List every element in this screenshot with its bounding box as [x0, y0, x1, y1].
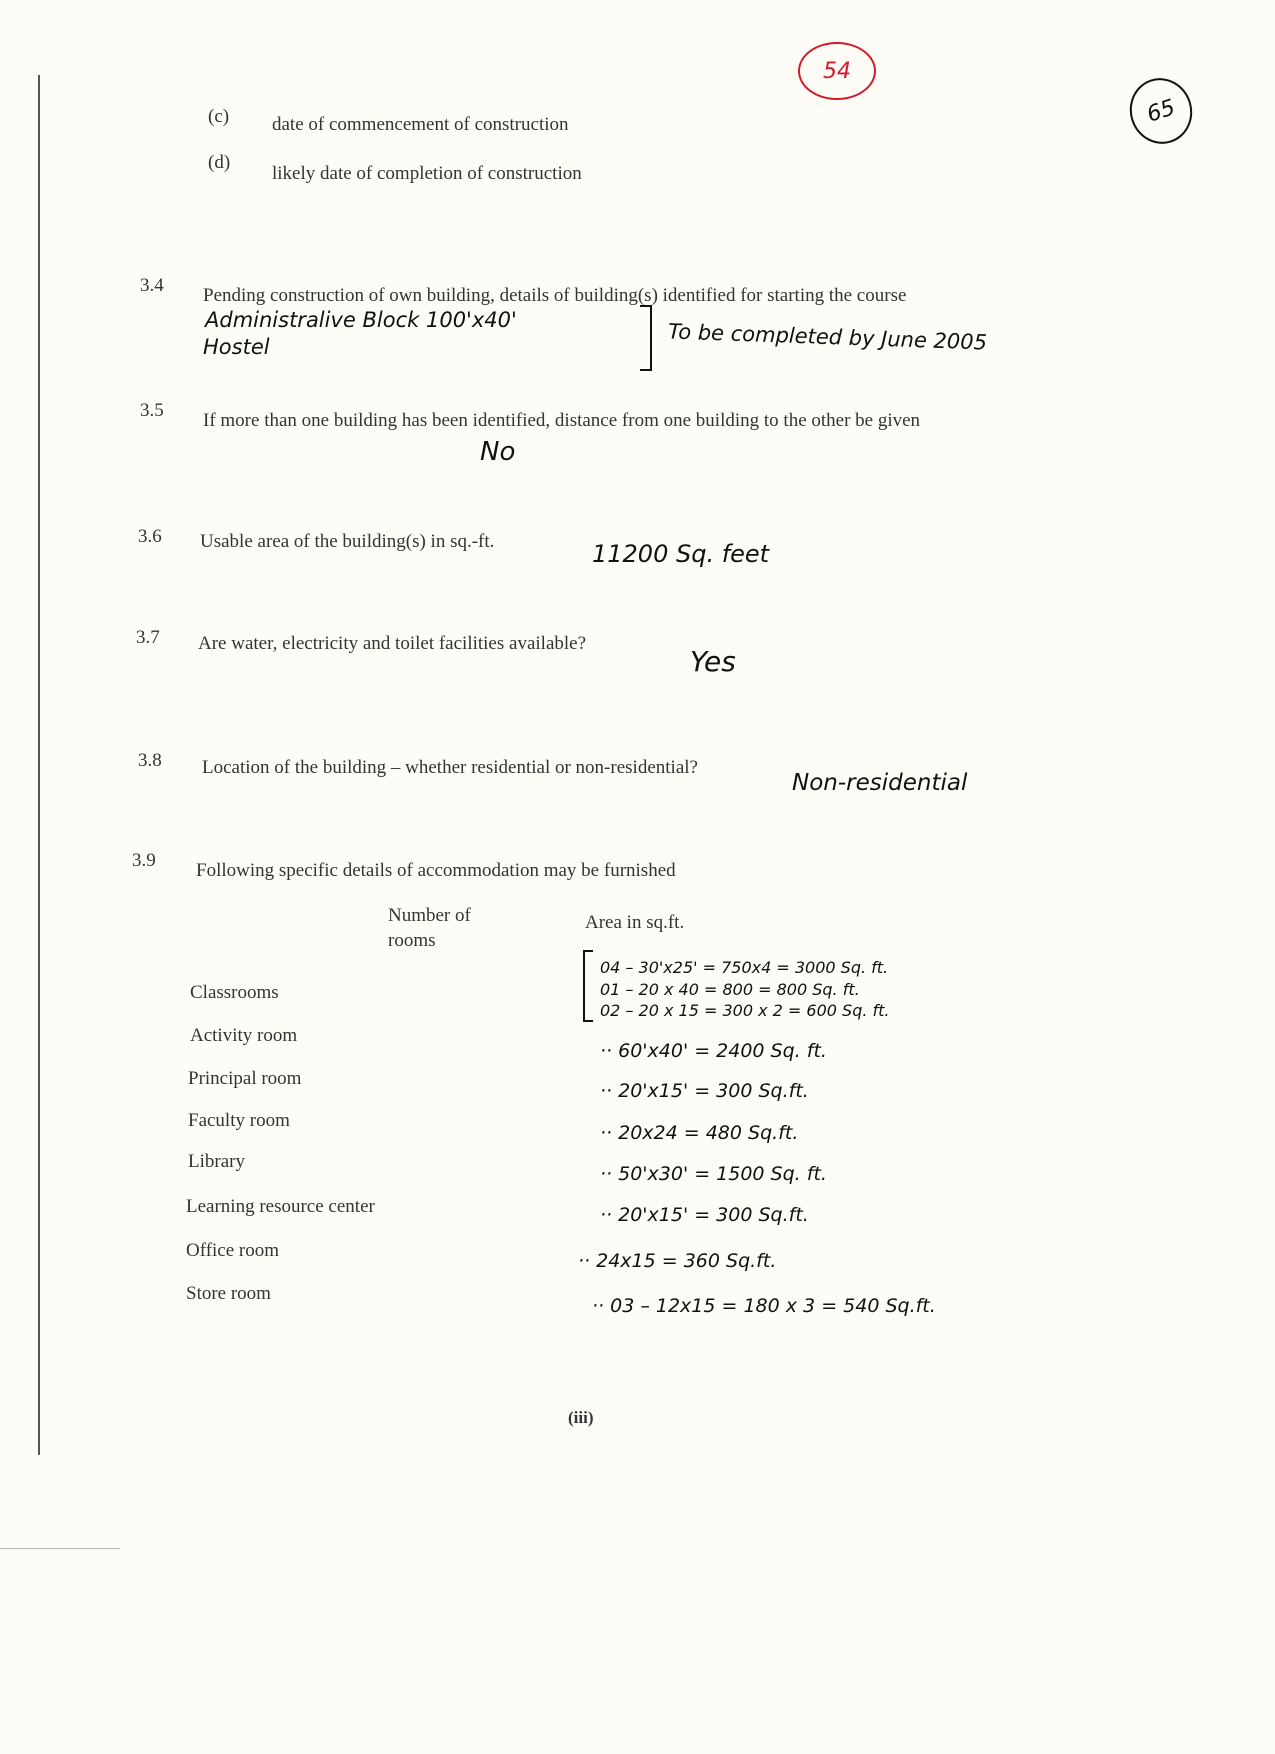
lower-rule [0, 1548, 120, 1549]
q37-question: Are water, electricity and toilet facilities available? [198, 633, 587, 654]
row-label-store-room: Store room [186, 1283, 271, 1304]
q38-question: Location of the building – whether residential or non-residential? [202, 757, 698, 778]
classroom-line-3: 02 – 20 x 15 = 300 x 2 = 600 Sq. ft. [600, 1001, 890, 1020]
q34-answer-line2: Hostel [203, 335, 270, 359]
margin-line [38, 75, 40, 1455]
q38-number: 3.8 [138, 750, 162, 771]
row-label-office-room: Office room [186, 1240, 280, 1261]
row-label-principal-room: Principal room [188, 1068, 302, 1089]
page-footer-number: (iii) [568, 1408, 594, 1427]
row-label-classrooms: Classrooms [190, 982, 279, 1003]
q36-question: Usable area of the building(s) in sq.-ft. [200, 531, 495, 552]
row-label-library: Library [188, 1151, 245, 1172]
classroom-brace [583, 950, 593, 1022]
item-d-label: (d) [208, 152, 231, 173]
col-header-rooms-line2: rooms [388, 930, 436, 951]
item-c-text: date of commencement of construction [272, 114, 569, 135]
row-label-learning-resource-center: Learning resource center [186, 1196, 375, 1217]
q34-bracket [640, 305, 652, 371]
row-value-learning-resource-center: ·· 20'x15' = 300 Sq.ft. [600, 1204, 809, 1226]
row-value-office-room: ·· 24x15 = 360 Sq.ft. [578, 1250, 777, 1272]
row-label-activity-room: Activity room [190, 1025, 298, 1046]
row-value-activity-room: ·· 60'x40' = 2400 Sq. ft. [600, 1040, 827, 1062]
q37-number: 3.7 [136, 627, 160, 648]
page-number-black-circle [1121, 70, 1200, 152]
row-value-principal-room: ·· 20'x15' = 300 Sq.ft. [600, 1080, 809, 1102]
q39-number: 3.9 [132, 850, 156, 871]
q36-answer: 11200 Sq. feet [592, 540, 770, 568]
q35-question: If more than one building has been identified, distance from one building to the other be given [203, 410, 921, 431]
page-number-red-circle [798, 42, 876, 100]
classroom-line-2: 01 – 20 x 40 = 800 = 800 Sq. ft. [600, 980, 860, 999]
q39-question: Following specific details of accommodation may be furnished [196, 860, 676, 881]
row-value-faculty-room: ·· 20x24 = 480 Sq.ft. [600, 1122, 799, 1144]
row-label-faculty-room: Faculty room [188, 1110, 290, 1131]
col-header-rooms-line1: Number of [388, 905, 471, 926]
black-circle-number: 65 [1143, 94, 1179, 128]
classroom-line-1: 04 – 30'x25' = 750x4 = 3000 Sq. ft. [600, 958, 889, 977]
item-d-text: likely date of completion of construction [272, 163, 582, 184]
q34-answer-note: To be completed by June 2005 [667, 319, 988, 355]
item-c-label: (c) [208, 106, 230, 127]
row-value-library: ·· 50'x30' = 1500 Sq. ft. [600, 1163, 827, 1185]
col-header-area: Area in sq.ft. [585, 912, 685, 933]
q34-answer-line1: Administralive Block 100'x40' [205, 308, 517, 332]
row-value-store-room: ·· 03 – 12x15 = 180 x 3 = 540 Sq.ft. [592, 1295, 936, 1317]
q35-number: 3.5 [140, 400, 164, 421]
q38-answer: Non-residential [792, 770, 968, 796]
q35-answer: No [480, 437, 516, 467]
q37-answer: Yes [690, 645, 736, 678]
q36-number: 3.6 [138, 526, 162, 547]
red-circle-number: 54 [823, 58, 851, 84]
q34-question: Pending construction of own building, details of building(s) identified for starting the course [203, 285, 907, 306]
q34-number: 3.4 [140, 275, 164, 296]
